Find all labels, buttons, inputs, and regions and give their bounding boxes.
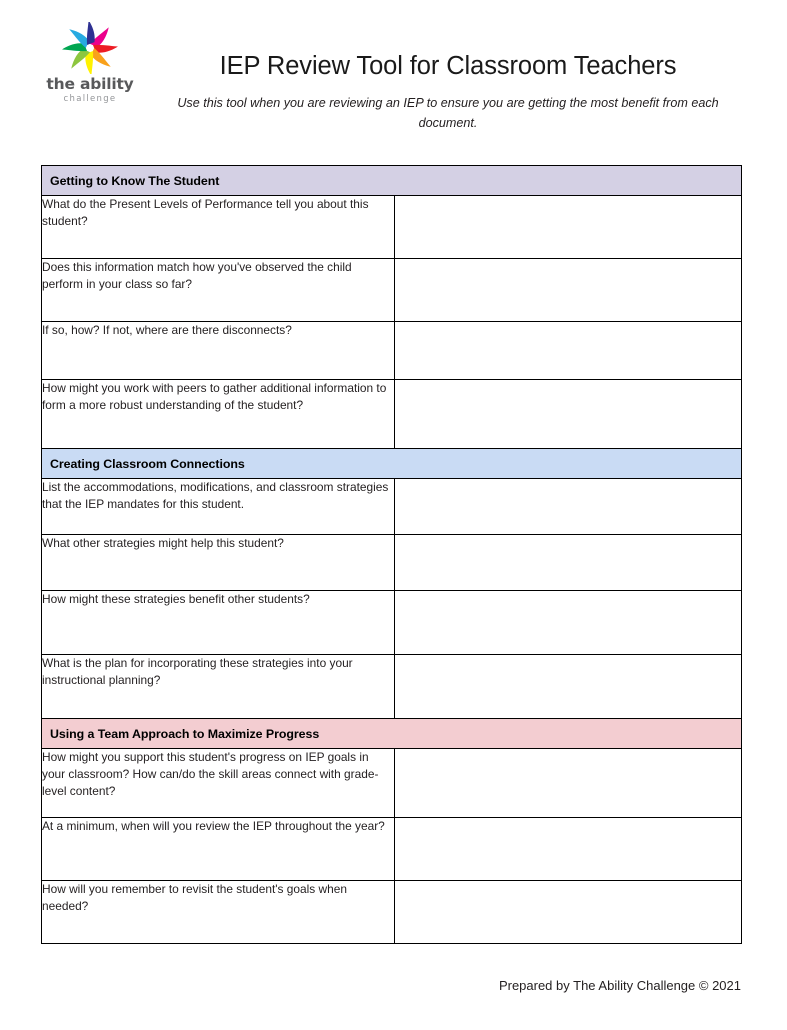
- page-subtitle: Use this tool when you are reviewing an IEP to ensure you are getting the most benefit from each document.: [177, 96, 719, 130]
- prompt-cell: At a minimum, when will you review the IEP throughout the year?: [42, 818, 395, 881]
- answer-cell[interactable]: [395, 591, 742, 655]
- prompt-cell: How might you work with peers to gather additional information to form a more robust understanding of the student?: [42, 380, 395, 449]
- table-row: [42, 479, 742, 535]
- page-title: IEP Review Tool for Classroom Teachers: [219, 52, 677, 80]
- pinwheel-flower-logo-icon: [62, 22, 118, 74]
- prompt-cell: What do the Present Levels of Performance tell you about this student?: [42, 196, 395, 259]
- iep-review-worksheet-table: [41, 165, 742, 944]
- section-title: Creating Classroom Connections: [42, 449, 742, 479]
- section-header-row: [42, 719, 742, 749]
- title-block: [148, 52, 748, 133]
- table-row: [42, 259, 742, 322]
- prompt-cell: How will you remember to revisit the student's goals when needed?: [42, 881, 395, 944]
- table-row: [42, 881, 742, 944]
- brand-logo-block: [36, 22, 144, 104]
- table-row: [42, 749, 742, 818]
- prompt-cell: How might you support this student's progress on IEP goals in your classroom? How can/do the skill areas connect with grade-level content?: [42, 749, 395, 818]
- answer-cell[interactable]: [395, 259, 742, 322]
- section-title: Getting to Know The Student: [42, 166, 742, 196]
- table-row: [42, 818, 742, 881]
- table-row: [42, 196, 742, 259]
- prompt-cell: Does this information match how you've observed the child perform in your class so far?: [42, 259, 395, 322]
- answer-cell[interactable]: [395, 818, 742, 881]
- answer-cell[interactable]: [395, 881, 742, 944]
- answer-cell[interactable]: [395, 749, 742, 818]
- prompt-cell: If so, how? If not, where are there disconnects?: [42, 322, 395, 380]
- page-header: [0, 0, 787, 150]
- page-footer: [0, 978, 741, 993]
- answer-cell[interactable]: [395, 196, 742, 259]
- answer-cell[interactable]: [395, 322, 742, 380]
- answer-cell[interactable]: [395, 479, 742, 535]
- answer-cell[interactable]: [395, 380, 742, 449]
- section-title: Using a Team Approach to Maximize Progress: [42, 719, 742, 749]
- prompt-cell: List the accommodations, modifications, and classroom strategies that the IEP mandates for this student.: [42, 479, 395, 535]
- table-row: [42, 535, 742, 591]
- prompt-cell: How might these strategies benefit other students?: [42, 591, 395, 655]
- answer-cell[interactable]: [395, 535, 742, 591]
- prompt-cell: What other strategies might help this student?: [42, 535, 395, 591]
- table-row: [42, 380, 742, 449]
- table-row: [42, 322, 742, 380]
- table-row: [42, 591, 742, 655]
- table-row: [42, 655, 742, 719]
- answer-cell[interactable]: [395, 655, 742, 719]
- footer-credit: Prepared by The Ability Challenge © 2021: [498, 978, 741, 993]
- section-header-row: [42, 449, 742, 479]
- brand-tagline: challenge: [63, 94, 117, 105]
- brand-name: the ability: [46, 75, 134, 93]
- prompt-cell: What is the plan for incorporating these strategies into your instructional planning?: [42, 655, 395, 719]
- section-header-row: [42, 166, 742, 196]
